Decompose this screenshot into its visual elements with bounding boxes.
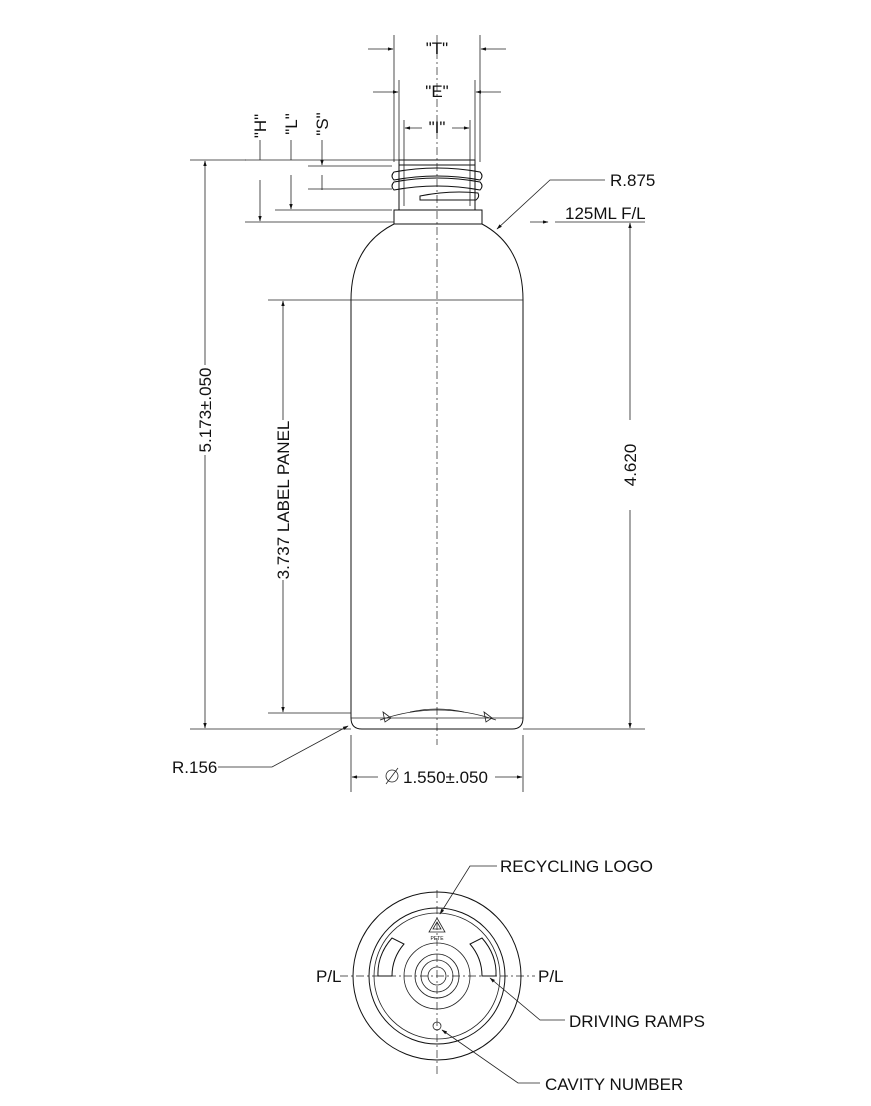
fill-capacity-label: 125ML F/L [565, 204, 646, 223]
recycling-logo-label: RECYCLING LOGO [500, 857, 654, 876]
bottom-view [340, 890, 535, 1075]
dim-e-label: "E" [425, 82, 449, 101]
label-panel-label: 3.737 LABEL PANEL [274, 420, 293, 580]
driving-ramp-right [470, 938, 496, 976]
r875-label: R.875 [610, 171, 656, 190]
dim-s-label: "S" [313, 112, 332, 136]
recycling-logo-leader [440, 866, 497, 914]
r156-leader [218, 726, 348, 767]
hls-dimensions [245, 140, 399, 222]
pete-mark: PETE [430, 936, 444, 942]
parting-line-right-label: P/L [538, 967, 564, 986]
dim-i-label: "I" [428, 118, 446, 137]
shoulder-height-label: 4.620 [621, 443, 640, 487]
diameter-icon [386, 768, 398, 784]
diameter-label: 1.550±.050 [403, 768, 488, 787]
cavity-number-label: CAVITY NUMBER [545, 1075, 684, 1094]
r156-label: R.156 [172, 758, 218, 777]
overall-height-label: 5.173±.050 [196, 367, 215, 453]
parting-line-left-label: P/L [316, 967, 342, 986]
cavity-number-leader [442, 1030, 540, 1083]
dim-l-label: "L" [282, 113, 301, 135]
dim-h-label: "H" [251, 113, 270, 139]
driving-ramps-label: DRIVING RAMPS [569, 1012, 706, 1031]
driving-ramp-left [378, 938, 404, 976]
dim-t-label: "T" [425, 39, 449, 58]
